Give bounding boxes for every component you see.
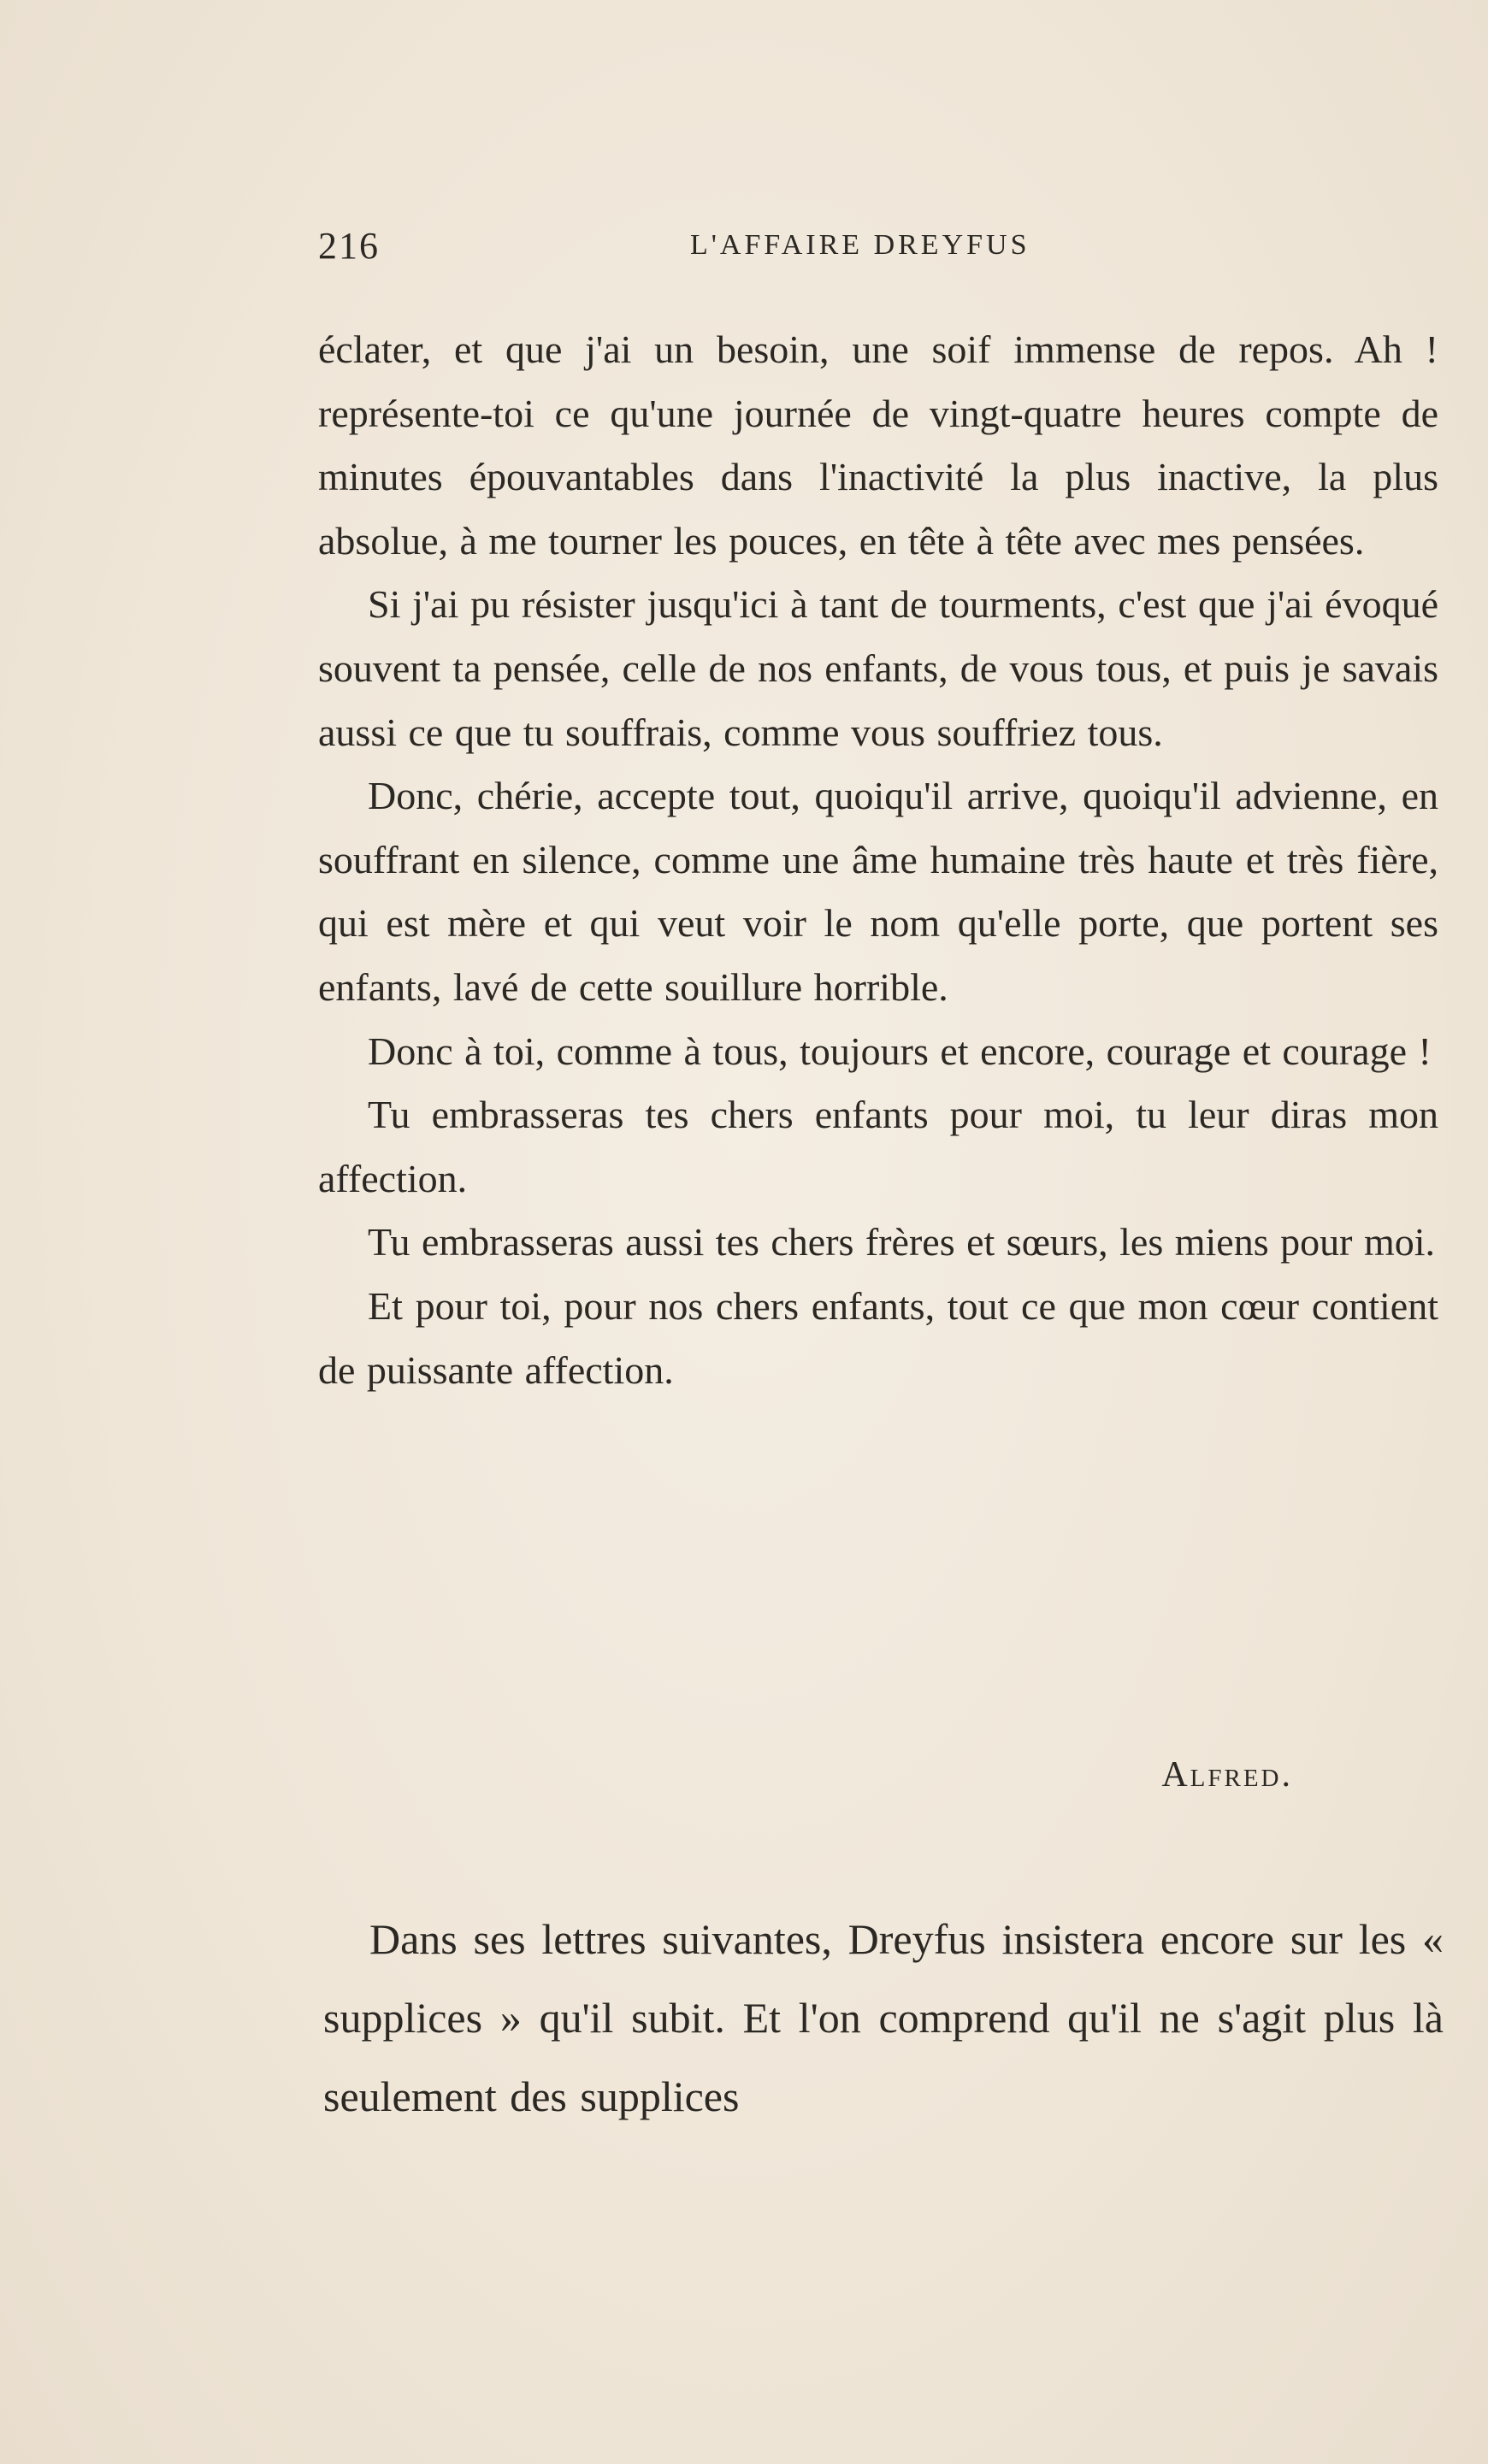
letter-paragraph-4: Donc à toi, comme à tous, toujours et encore, courage et courage ! [368, 1029, 1432, 1073]
letter-paragraph-5: Tu embrasseras tes chers enfants pour moi, tu leur diras mon affection. [318, 1093, 1438, 1200]
commentary-text [323, 1900, 1444, 2136]
letter-paragraph-7: Et pour toi, pour nos chers enfants, tout ce que mon cœur contient de puissante affection. [318, 1283, 1438, 1392]
letter-paragraph-6: Tu embrasseras aussi tes chers frères et sœurs, les miens pour moi. [368, 1220, 1436, 1264]
letter-paragraph-2: Si j'ai pu résister jusqu'ici à tant de tourments, c'est que j'ai évoqué souvent ta pensée, celle de nos enfants, de vous tous, et puis je savais aussi ce que tu souffrais, comme vous souffriez tous. [318, 582, 1438, 754]
letter-text [318, 318, 1438, 1402]
commentary-paragraph: Dans ses lettres suivantes, Dreyfus insistera encore sur les « supplices » qu'il subit. Et l'on comprend qu'il ne s'agit plus là seulement des supplices [323, 1915, 1444, 2120]
letter-signature: Alfred. [1161, 1755, 1293, 1795]
page-header [318, 224, 1438, 275]
letter-paragraph-1: éclater, et que j'ai un besoin, une soif immense de repos. Ah ! représente-toi ce qu'une journée de vingt-quatre heures compte de minutes épouvantables dans l'inactivité la plus inactive, la plus absolue, à me tourner les pouces, en tête à tête avec mes pensées. [318, 327, 1438, 563]
letter-paragraph-3: Donc, chérie, accepte tout, quoiqu'il arrive, quoiqu'il advienne, en souffrant en silence, comme une âme humaine très haute et très fière, qui est mère et qui veut voir le nom qu'elle porte, que portent ses enfants, lavé de cette souillure horrible. [318, 774, 1438, 1009]
running-title: L'AFFAIRE DREYFUS [690, 229, 1030, 261]
page-number: 216 [318, 225, 380, 267]
